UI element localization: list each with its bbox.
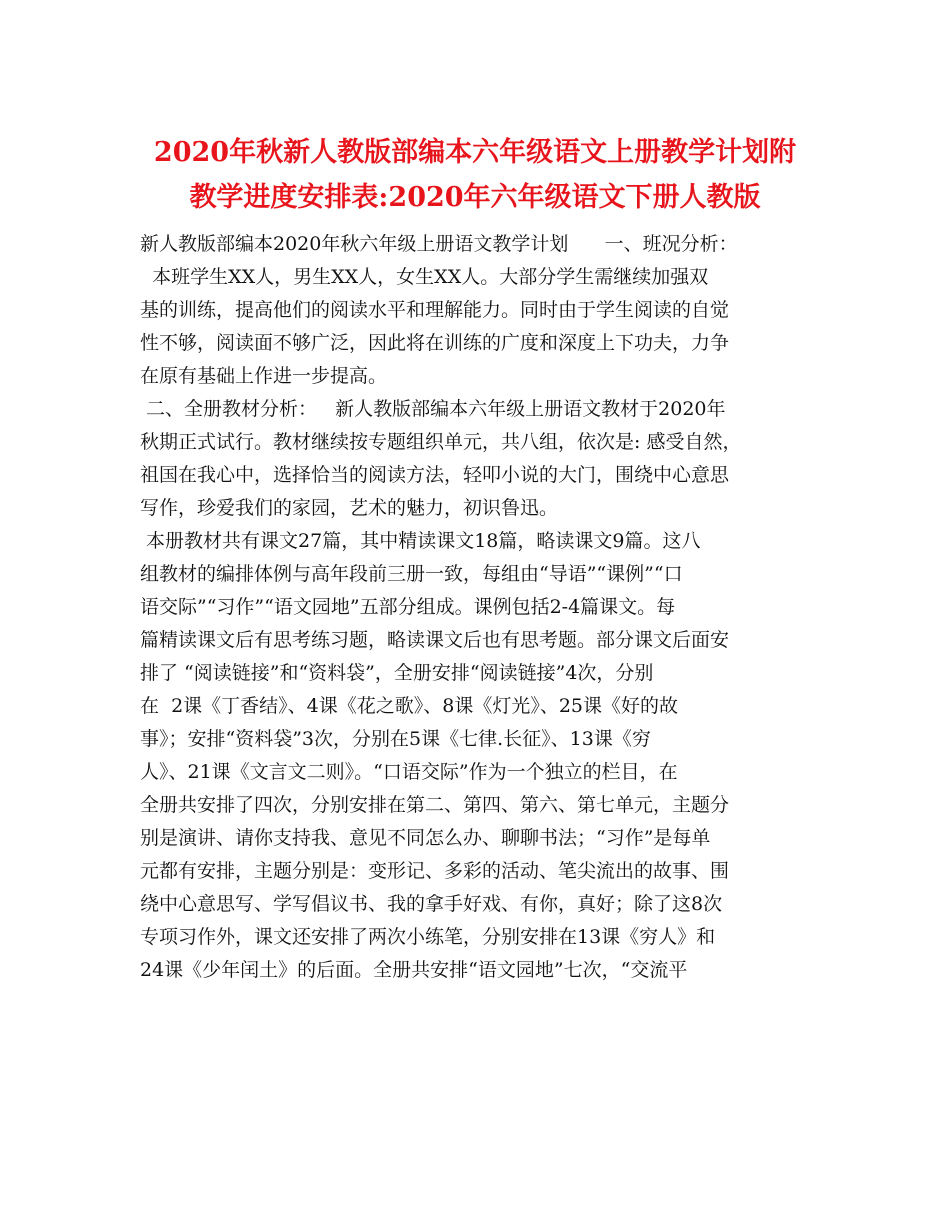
- body-line: 基的训练，提高他们的阅读水平和理解能力。同时由于学生阅读的自觉: [140, 299, 730, 321]
- body-line: 组教材的编排体例与高年段前三册一致，每组由“导语”“课例”“口: [140, 563, 683, 585]
- body-line: 事》；安排“资料袋”3次，分别在5课《七律.长征》、13课《穷: [140, 728, 651, 750]
- body-line: 写作，珍爱我们的家园，艺术的魅力，初识鲁迅。: [140, 497, 559, 519]
- body-line: 本班学生XX人，男生XX人，女生XX人。大部分学生需继续加强双: [140, 266, 709, 288]
- body-line: 专项习作外，课文还安排了两次小练笔，分别安排在13课《穷人》和: [140, 926, 716, 948]
- document-title-line-1: 2020年秋新人教版部编本六年级语文上册教学计划附: [153, 137, 797, 168]
- body-line: 二、全册教材分析： 新人教版部编本六年级上册语文教材于2020年: [140, 398, 726, 420]
- body-line: 本册教材共有课文27篇，其中精读课文18篇，略读课文9篇。这八: [140, 530, 701, 552]
- document-title-line-2: 教学进度安排表:2020年六年级语文下册人教版: [189, 182, 761, 213]
- body-line: 别是演讲、请你支持我、意见不同怎么办、聊聊书法；“习作”是每单: [140, 827, 711, 849]
- body-line: 秋期正式试行。教材继续按专题组织单元，共八组，依次是: 感受自然，: [140, 431, 742, 453]
- body-line: 在原有基础上作进一步提高。: [140, 365, 388, 387]
- body-line: 绕中心意思写、学写倡议书、我的拿手好戏、有你，真好；除了这8次: [140, 893, 723, 915]
- body-line: 24课《少年闰土》的后面。全册共安排“语文园地”七次，“交流平: [140, 959, 688, 981]
- body-line: 新人教版部编本2020年秋六年级上册语文教学计划 一、班况分析：: [140, 233, 738, 255]
- body-line: 篇精读课文后有思考练习题，略读课文后也有思考题。部分课文后面安: [140, 629, 730, 651]
- body-line: 人》、21课《文言文二则》。“口语交际”作为一个独立的栏目，在: [140, 761, 678, 783]
- body-line: 语交际”“习作”“语文园地”五部分组成。课例包括2-4篇课文。每: [140, 596, 676, 618]
- body-line: 祖国在我心中，选择恰当的阅读方法，轻叩小说的大门，围绕中心意思: [140, 464, 730, 486]
- body-line: 在 2课《丁香结》、4课《花之歌》、8课《灯光》、25课《好的故: [140, 695, 679, 717]
- body-line: 全册共安排了四次，分别安排在第二、第四、第六、第七单元，主题分: [140, 794, 730, 816]
- body-line: 性不够，阅读面不够广泛，因此将在训练的广度和深度上下功夫，力争: [140, 332, 730, 354]
- body-line: 排了 “阅读链接”和“资料袋”，全册安排“阅读链接”4次，分别: [140, 662, 654, 684]
- body-line: 元都有安排，主题分别是：变形记、多彩的活动、笔尖流出的故事、围: [140, 860, 730, 882]
